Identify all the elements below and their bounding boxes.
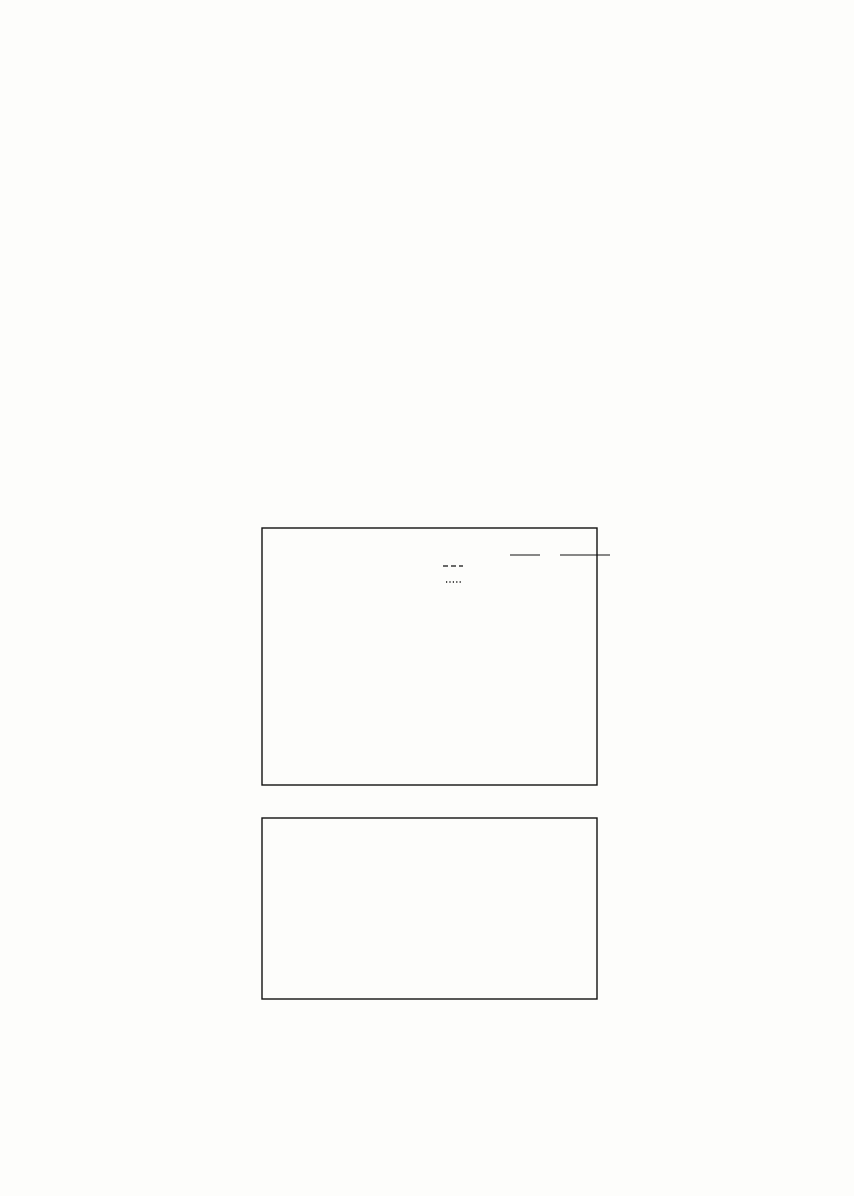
top-chart-frame bbox=[262, 528, 597, 785]
figure-4-8 bbox=[190, 518, 630, 1048]
bottom-chart-frame bbox=[262, 818, 597, 999]
legend-table bbox=[443, 555, 610, 582]
figure-caption bbox=[104, 1068, 784, 1073]
top-chart bbox=[262, 528, 610, 785]
bottom-chart bbox=[190, 518, 597, 999]
